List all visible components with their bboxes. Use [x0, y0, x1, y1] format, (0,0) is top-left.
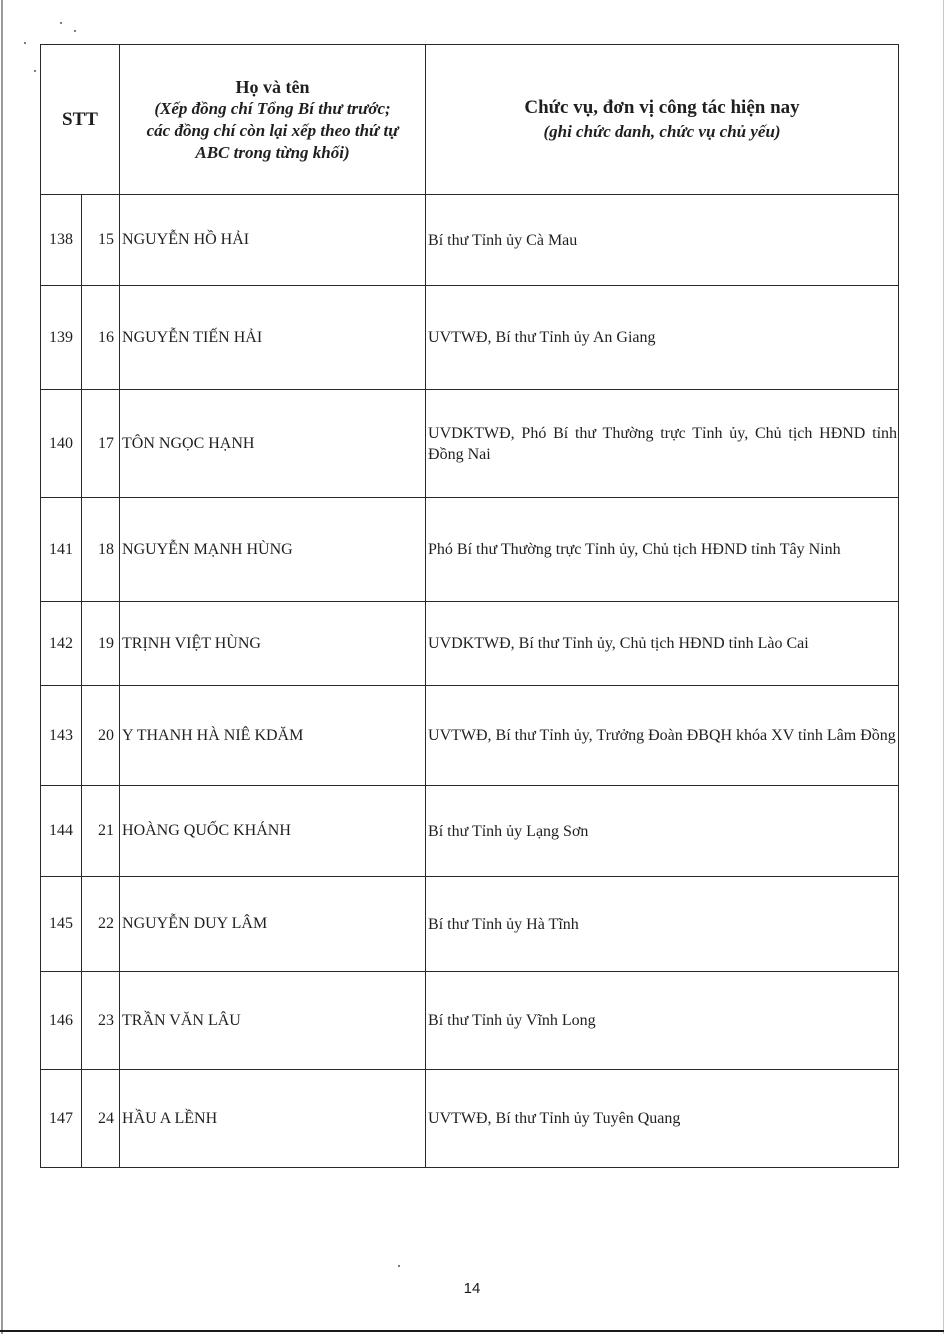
- row-sub-number: 15: [82, 195, 120, 286]
- row-position: Bí thư Tỉnh ủy Lạng Sơn: [426, 786, 899, 877]
- row-number: 145: [41, 877, 82, 972]
- scan-speck: [74, 30, 76, 32]
- row-name: HẦU A LỀNH: [120, 1070, 426, 1168]
- row-number: 146: [41, 972, 82, 1070]
- header-stt: STT: [41, 45, 120, 195]
- row-number: 143: [41, 686, 82, 786]
- row-number: 142: [41, 602, 82, 686]
- row-name: NGUYỄN MẠNH HÙNG: [120, 498, 426, 602]
- row-sub-number: 16: [82, 286, 120, 390]
- row-number: 140: [41, 390, 82, 498]
- header-position-note: (ghi chức danh, chức vụ chủ yếu): [543, 121, 781, 141]
- row-name: NGUYỄN DUY LÂM: [120, 877, 426, 972]
- header-position: [426, 45, 899, 195]
- row-sub-number: 19: [82, 602, 120, 686]
- row-position: UVDKTWĐ, Phó Bí thư Thường trực Tỉnh ủy, Chủ tịch HĐND tỉnh Đồng Nai: [426, 390, 899, 498]
- header-name-note-line: ABC trong từng khối): [195, 142, 350, 162]
- row-position: Bí thư Tỉnh ủy Cà Mau: [426, 195, 899, 286]
- row-number: 141: [41, 498, 82, 602]
- row-number: 138: [41, 195, 82, 286]
- table-row: [41, 602, 899, 686]
- header-name-note-line: các đồng chí còn lại xếp theo thứ tự: [146, 120, 399, 140]
- row-sub-number: 23: [82, 972, 120, 1070]
- table-row: [41, 195, 899, 286]
- row-number: 144: [41, 786, 82, 877]
- scan-speck: [398, 1265, 400, 1267]
- row-sub-number: 17: [82, 390, 120, 498]
- row-position: UVDKTWĐ, Bí thư Tỉnh ủy, Chủ tịch HĐND tỉnh Lào Cai: [426, 602, 899, 686]
- row-position: UVTWĐ, Bí thư Tỉnh ủy An Giang: [426, 286, 899, 390]
- row-name: HOÀNG QUỐC KHÁNH: [120, 786, 426, 877]
- table-row: [41, 1070, 899, 1168]
- row-number: 147: [41, 1070, 82, 1168]
- table-row: [41, 877, 899, 972]
- row-name: NGUYỄN HỒ HẢI: [120, 195, 426, 286]
- row-sub-number: 20: [82, 686, 120, 786]
- table-row: [41, 390, 899, 498]
- header-name-note-line: (Xếp đồng chí Tổng Bí thư trước;: [154, 98, 391, 118]
- row-name: TÔN NGỌC HẠNH: [120, 390, 426, 498]
- header-name: [120, 45, 426, 195]
- scan-speck: [24, 42, 26, 44]
- row-position: Phó Bí thư Thường trực Tỉnh ủy, Chủ tịch HĐND tỉnh Tây Ninh: [426, 498, 899, 602]
- scan-speck: [60, 22, 62, 24]
- page-edge-left: [1, 0, 3, 1334]
- page-number: 14: [463, 1280, 481, 1297]
- header-name-title: Họ và tên: [235, 76, 310, 97]
- table-row: [41, 286, 899, 390]
- row-sub-number: 21: [82, 786, 120, 877]
- row-position: Bí thư Tỉnh ủy Vĩnh Long: [426, 972, 899, 1070]
- table-row: [41, 786, 899, 877]
- personnel-table: [40, 44, 899, 1168]
- row-sub-number: 24: [82, 1070, 120, 1168]
- table-row: [41, 686, 899, 786]
- table-row: [41, 972, 899, 1070]
- row-sub-number: 22: [82, 877, 120, 972]
- row-name: Y THANH HÀ NIÊ KDĂM: [120, 686, 426, 786]
- row-name: NGUYỄN TIẾN HẢI: [120, 286, 426, 390]
- header-position-title: Chức vụ, đơn vị công tác hiện nay: [524, 96, 800, 118]
- row-number: 139: [41, 286, 82, 390]
- row-position: UVTWĐ, Bí thư Tỉnh ủy Tuyên Quang: [426, 1070, 899, 1168]
- row-position: Bí thư Tỉnh ủy Hà Tĩnh: [426, 877, 899, 972]
- row-name: TRỊNH VIỆT HÙNG: [120, 602, 426, 686]
- page-edge-bottom: [0, 1330, 944, 1332]
- table-row: [41, 498, 899, 602]
- scan-speck: [34, 70, 36, 72]
- row-sub-number: 18: [82, 498, 120, 602]
- table-header-row: [41, 45, 899, 195]
- row-name: TRẦN VĂN LÂU: [120, 972, 426, 1070]
- row-position: UVTWĐ, Bí thư Tỉnh ủy, Trưởng Đoàn ĐBQH khóa XV tỉnh Lâm Đồng: [426, 686, 899, 786]
